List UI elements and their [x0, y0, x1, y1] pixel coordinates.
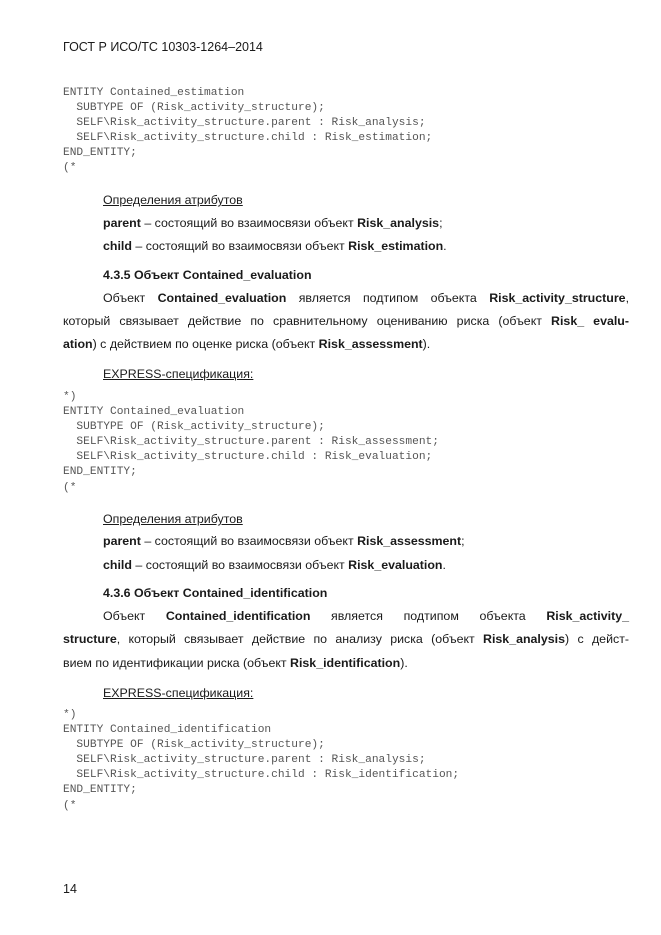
definition-text: – состоящий во взаимосвязи объект	[140, 216, 358, 230]
attribute-child-definition	[103, 238, 447, 254]
entity-name: Risk_assessment	[318, 337, 423, 351]
paragraph-line	[103, 608, 629, 624]
text: , который связывает действие по анализу риска (объект	[116, 632, 484, 646]
attribute-parent-definition	[103, 533, 465, 549]
punct: .	[443, 239, 447, 253]
entity-name: ation	[63, 337, 93, 351]
attribute-child-definition	[103, 557, 446, 573]
page-number: 14	[63, 882, 77, 896]
text: ).	[422, 337, 431, 351]
paragraph-line	[63, 313, 629, 329]
entity-name: Risk_ evalu-	[551, 314, 629, 328]
attribute-definitions-heading: Определения атрибутов	[103, 193, 243, 207]
entity-name: Contained_identification	[165, 609, 311, 623]
paragraph-line	[63, 655, 408, 671]
express-specification-label: EXPRESS-спецификация:	[103, 686, 254, 700]
express-code-block-identification: *) ENTITY Contained_identification SUBTYPE OF (Risk_activity_structure); SELF\Risk_activity_structure.parent : Risk_analysis; SELF\Risk_activity_structure.child : Risk_identification; END_ENTITY; (*	[63, 709, 460, 812]
attribute-definitions-heading: Определения атрибутов	[103, 512, 243, 526]
paragraph-line	[63, 336, 430, 352]
document-header: ГОСТ Р ИСО/ТС 10303-1264–2014	[63, 40, 263, 54]
term-child: child	[103, 239, 132, 253]
entity-name: Contained_evaluation	[157, 291, 287, 305]
text: Объект	[103, 291, 158, 305]
term-parent: parent	[103, 534, 141, 548]
paragraph-line	[63, 631, 629, 647]
section-heading-4-3-5: 4.3.5 Объект Contained_evaluation	[103, 268, 312, 282]
text: является подтипом объекта	[286, 291, 490, 305]
text: объекта	[479, 609, 526, 623]
entity-ref: Risk_estimation	[348, 239, 444, 253]
section-heading-4-3-6: 4.3.6 Объект Contained_identification	[103, 586, 328, 600]
term-parent: parent	[103, 216, 141, 230]
express-specification-label: EXPRESS-спецификация:	[103, 367, 254, 381]
entity-name: Risk_activity_structure	[489, 291, 626, 305]
punct: ;	[461, 534, 465, 548]
entity-ref: Risk_evaluation	[348, 558, 443, 572]
paragraph-line	[103, 290, 629, 306]
text: Объект	[103, 609, 146, 623]
text: является	[331, 609, 383, 623]
text: который связывает действие по сравнительному оцениванию риска (объект	[63, 314, 552, 328]
text: ,	[625, 291, 630, 305]
text: ) с дейст-	[565, 632, 629, 646]
entity-ref: Risk_analysis	[357, 216, 440, 230]
entity-ref: Risk_assessment	[357, 534, 462, 548]
entity-name: Risk_activity_	[546, 609, 629, 623]
attribute-parent-definition	[103, 215, 443, 231]
definition-text: – состоящий во взаимосвязи объект	[131, 558, 349, 572]
definition-text: – состоящий во взаимосвязи объект	[131, 239, 349, 253]
term-child: child	[103, 558, 132, 572]
entity-name: Risk_identification	[290, 656, 401, 670]
punct: .	[442, 558, 446, 572]
entity-name: Risk_analysis	[483, 632, 565, 646]
text: ).	[400, 656, 408, 670]
entity-name: structure	[63, 632, 117, 646]
text: ) с действием по оценке риска (объект	[92, 337, 319, 351]
punct: ;	[439, 216, 443, 230]
express-code-block-estimation: ENTITY Contained_estimation SUBTYPE OF (Risk_activity_structure); SELF\Risk_activity_structure.parent : Risk_analysis; SELF\Risk_activity_structure.child : Risk_estimation; END_ENTITY; (*	[63, 87, 433, 175]
definition-text: – состоящий во взаимосвязи объект	[140, 534, 358, 548]
text: подтипом	[403, 609, 459, 623]
express-code-block-evaluation: *) ENTITY Contained_evaluation SUBTYPE OF (Risk_activity_structure); SELF\Risk_activity_structure.parent : Risk_assessment; SELF\Risk_activity_structure.child : Risk_evaluation; END_ENTITY; (*	[63, 391, 439, 494]
text: вием по идентификации риска (объект	[63, 656, 291, 670]
